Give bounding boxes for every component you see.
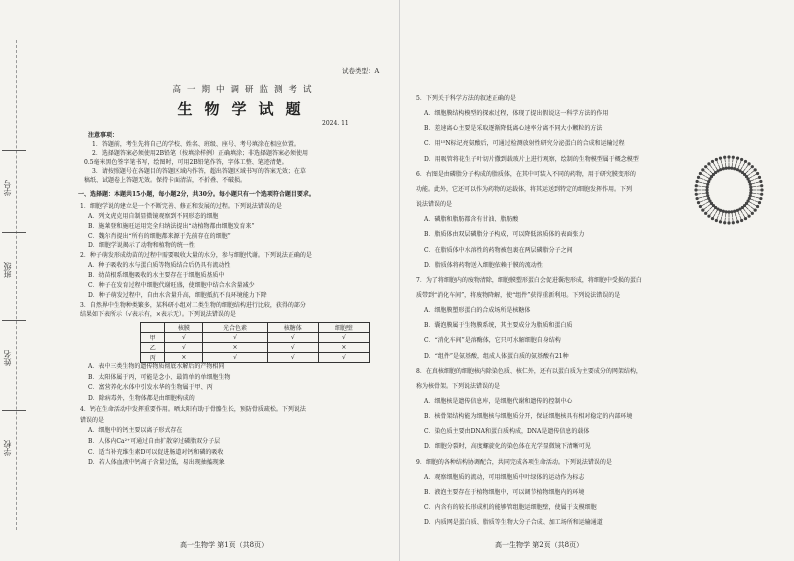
question-line: 9．细胞的各种结构协调配合，共同完成各项生命活动。下列说法错误的是: [416, 458, 612, 466]
phospholipid-head: [707, 197, 710, 200]
phospholipid-head: [695, 193, 698, 196]
question-line: B．差速离心主要是采取逐渐降低离心速率分离不同大小颗粒的方法: [424, 125, 603, 133]
phospholipid-head: [722, 167, 725, 170]
table-cell: ×: [165, 353, 203, 363]
question-line: 8．在真核细胞的细胞核内除染色质、核仁外，还有以蛋白质为主要成分的网架结构，: [416, 367, 642, 375]
margin-label-school: 学校: [3, 440, 12, 456]
phospholipid-head: [704, 212, 707, 215]
page-right: [400, 0, 794, 561]
phospholipid-head: [719, 157, 722, 160]
page-footer-right: 高一生物学 第2页（共8页）: [495, 541, 584, 549]
question-line: C．内含有的较长形成机的能够管组胞运细胞壁，使属于支模细胞: [424, 504, 597, 512]
question-line: D．内质网是蛋白质、脂质等生物大分子合成、加工场所和运输通道: [424, 519, 603, 527]
question-line: D．种子萌发过程中，自由水含量升高，细胞抵抗不良环境能力下降: [88, 291, 267, 299]
phospholipid-head: [695, 184, 698, 187]
phospholipid-head: [758, 201, 761, 204]
question-line: B．施莱登和施旺运用完全归纳法提出“动植物都由细胞发育来”: [88, 222, 255, 230]
question-line: 6．右图是由磷脂分子构成的脂质体，在其中可装入不同的药物，用于研究膜变形的: [416, 170, 636, 178]
binding-margin: [0, 0, 28, 561]
phospholipid-head: [754, 168, 757, 171]
table-cell: [141, 323, 165, 333]
question-line: B．液泡主要存在于植物细胞中，可以调节植物细胞内的环境: [424, 488, 585, 496]
phospholipid-head: [697, 201, 700, 204]
question-line: A．列文虎克用自制显微镜观察到不同形态的细胞: [88, 212, 219, 220]
question-line: C．适当补充维生素D可以促进肠道对钙和磷的吸收: [88, 448, 224, 456]
phospholipid-head: [751, 212, 754, 215]
phospholipid-head: [719, 168, 722, 171]
exam-type-label: 试卷类型：A: [342, 67, 380, 75]
phospholipid-head: [751, 165, 754, 168]
phospholipid-head: [725, 210, 728, 213]
phospholipid-head: [749, 183, 752, 186]
phospholipid-head: [706, 183, 709, 186]
question-line: B．囊泡膜属于生物膜系统，其主要成分为脂质和蛋白质: [424, 322, 573, 330]
exam-title: 高一期中调研监测考试: [172, 85, 318, 95]
phospholipid-head: [754, 208, 757, 211]
table-cell: ×: [203, 343, 267, 353]
question-line: C．“消化车间”是溶酶体，它只可水解细胞自身结构: [424, 337, 561, 345]
question-line: A．细胞核是遗传信息库，是细胞代谢和遗传的控制中心: [424, 398, 573, 405]
phospholipid-head: [706, 194, 709, 197]
phospholipid-head: [736, 157, 739, 160]
phospholipid-head: [749, 186, 752, 189]
phospholipid-head: [758, 176, 761, 179]
question-line: 4．钙在生命活动中发挥重要作用。晒太阳有助于骨骼生长，预防骨质疏松。下列说法: [80, 405, 306, 413]
phospholipid-head: [747, 215, 750, 218]
phospholipid-head: [759, 180, 762, 183]
question-line: B．脂质体由双层磷脂分子构成，可以降低溶质体的表面张力: [424, 231, 585, 239]
phospholipid-head: [711, 217, 714, 220]
question-line: 错误的是: [80, 416, 105, 424]
table-row: [141, 333, 370, 343]
phospholipid-head: [694, 188, 697, 191]
margin-fill-line: [2, 150, 26, 151]
table-cell: √: [318, 333, 369, 343]
table-cell: 核糖体: [267, 323, 318, 333]
question-line: 质带到“消化车间”，将废物降解，使“组件”获得重新利用。下列说法错误的是: [416, 291, 621, 299]
question-line: C．种子在发育过程中细胞代谢旺盛，使细胞中结合水含量减少: [88, 281, 255, 289]
section-heading: 一、选择题：本题共15小题，每小题2分，共30分。每小题只有一个选项符合题目要求。: [78, 191, 315, 198]
note-line: 稿纸、试题卷上答题无效。保持卡面清洁，不折叠、不破损。: [84, 177, 247, 184]
phospholipid-head: [707, 162, 710, 165]
question-line: B．核骨架结构能为细胞核与细胞质分开，保证细胞核具有相对稳定的内部环境: [424, 413, 633, 421]
phospholipid-head: [727, 166, 730, 169]
page-footer-left: 高一生物学 第1页（共8页）: [180, 541, 269, 549]
table-cell: 乙: [141, 343, 165, 353]
margin-fill-line: [2, 320, 26, 321]
question-line: 5．下列关于科学方法的叙述正确的是: [416, 95, 516, 102]
question-line: 7．为了将细胞内的废物清除，细胞膜塑形蛋白会促进囊泡形成，将细胞中受损的蛋白: [416, 276, 642, 284]
phospholipid-head: [740, 219, 743, 222]
question-line: D．若人体血液中钙离子含量过低，易出现抽搐现象: [88, 459, 225, 467]
table-cell: 核膜: [165, 323, 203, 333]
phospholipid-head: [725, 167, 728, 170]
question-line: 功能。此外，它还可以作为药物的运载体，将其运送到特定的细胞发挥作用。下列: [416, 185, 633, 193]
phospholipid-head: [711, 160, 714, 163]
margin-fill-line: [2, 232, 26, 233]
note-line: 2．选择题答案必须使用2B铅笔（按填涂样例）正确填涂；非选择题答案必须使用: [92, 150, 309, 157]
phospholipid-head: [756, 205, 759, 208]
table-cell: √: [165, 343, 203, 353]
phospholipid-head: [759, 197, 762, 200]
table-cell: √: [267, 333, 318, 343]
exam-date: 2024. 11: [322, 120, 349, 127]
table-cell: √: [165, 333, 203, 343]
phospholipid-head: [749, 191, 752, 194]
question-line: D．细胞分裂时，高度螺旋化的染色体在光学显微镜下清晰可见: [424, 443, 591, 451]
phospholipid-head: [727, 221, 730, 224]
phospholipid-head: [701, 208, 704, 211]
note-line: 1．答题前，考生先将自己的学校、姓名、班级、座号、考号填涂在相应位置。: [92, 141, 300, 148]
question-line: D．脂质体将药物送入细胞依赖于膜的流动性: [424, 261, 543, 269]
phospholipid-head: [706, 191, 709, 194]
phospholipid-head: [736, 209, 739, 212]
margin-label-student-id: 学号: [3, 180, 12, 196]
question-line: A．细胞膜塑形蛋白的合成场所是核糖体: [424, 307, 531, 315]
table-row: [141, 343, 370, 353]
margin-fill-line: [2, 410, 26, 411]
phospholipid-head: [699, 172, 702, 175]
phospholipid-head: [732, 221, 735, 224]
phospholipid-head: [760, 184, 763, 187]
phospholipid-head: [707, 215, 710, 218]
question-line: C．用¹⁵N标记亮氨酸后，可通过检测放射性研究分泌蛋白的合成和运输过程: [424, 140, 625, 148]
question-line: C．在脂质体中水溶性的药物被包裹在两层磷脂分子之间: [424, 246, 573, 254]
phospholipid-head: [715, 219, 718, 222]
phospholipid-head: [697, 176, 700, 179]
phospholipid-head: [723, 156, 726, 159]
phospholipid-head: [740, 158, 743, 161]
phospholipid-head: [749, 194, 752, 197]
phospholipid-head: [715, 158, 718, 161]
question-line: 称为核骨架。下列说法错误的是: [416, 382, 501, 390]
phospholipid-head: [733, 167, 736, 170]
phospholipid-head: [730, 210, 733, 213]
question-line: C．染色质主要由DNA和蛋白质构成，DNA是遗传信息的载体: [424, 428, 590, 436]
question-line: D．除病毒外，生物体都是由细胞构成的: [88, 395, 195, 403]
phospholipid-head: [701, 168, 704, 171]
phospholipid-head: [723, 221, 726, 224]
phospholipid-head: [747, 162, 750, 165]
phospholipid-head: [760, 193, 763, 196]
subject-title: 生物学试题: [177, 100, 313, 118]
question-line: C．富营养化水体中引发水华的生物属于甲、丙: [88, 384, 213, 392]
question-line: 3．自然界中生物种类繁多，某科研小组对二类生物的细胞结构进行比较，获得的部分: [80, 301, 306, 309]
note-line: 0.5毫米黑色签字笔书写，绘图时，可用2B铅笔作答，字体工整、笔迹清楚。: [84, 159, 288, 166]
question-line: D．用吸管将花生子叶切片撒到载玻片上进行观察，绘制的生物模型属于概念模型: [424, 155, 639, 163]
phospholipid-head: [744, 217, 747, 220]
phospholipid-head: [748, 180, 751, 183]
notes-title: 注意事项：: [88, 132, 119, 139]
question-line: 说法错误的是: [416, 201, 453, 209]
question-line: A．表中三类生物的遗传物质彻底水解后的产物相同: [88, 363, 225, 370]
phospholipid-head: [732, 156, 735, 159]
phospholipid-head: [706, 186, 709, 189]
liposome-diagram: [691, 152, 767, 228]
phospholipid-head: [704, 165, 707, 168]
question-line: A．观察细胞质的流动，可用细胞质中叶绿体的运动作为标志: [424, 473, 585, 481]
question-line: D．细胞学说揭示了动物和植物的统一性: [88, 242, 195, 250]
seal-line: [16, 40, 17, 530]
phospholipid-head: [736, 220, 739, 223]
table-cell: 细胞壁: [318, 323, 369, 333]
phospholipid-head: [756, 172, 759, 175]
phospholipid-head: [722, 210, 725, 213]
question-line: B．幼苗根系细胞吸收的水主要存在于细胞质基质中: [88, 271, 225, 279]
table-row: [141, 353, 370, 363]
phospholipid-head: [719, 220, 722, 223]
table-cell: 丙: [141, 353, 165, 363]
question-line: 结果如下表所示（√表示有，×表示无）。下列说法错误的是: [80, 311, 236, 319]
question-line: 1．细胞学说的建立是一个不断完善、修正和发展的过程。下列说法错误的是: [80, 203, 282, 210]
margin-label-class: 班级: [3, 262, 12, 278]
phospholipid-head: [744, 160, 747, 163]
phospholipid-head: [760, 188, 763, 191]
phospholipid-head: [749, 188, 752, 191]
question-line: A．磷脂和脂肪都含有甘油、脂肪酸: [424, 216, 519, 224]
table-cell: √: [203, 333, 267, 343]
question-line: A．细胞中的钙主要以离子形式存在: [88, 427, 183, 435]
phospholipid-head: [727, 210, 730, 213]
table-cell: ×: [318, 343, 369, 353]
table-cell: √: [267, 343, 318, 353]
phospholipid-head: [696, 197, 699, 200]
phospholipid-head: [730, 167, 733, 170]
margin-label-name: 姓名: [3, 350, 12, 366]
question-line: B．太阳体属于丙，可能是念小、最简单的单细胞生物: [88, 373, 231, 381]
table-cell: √: [267, 353, 318, 363]
question-line: A．细胞膜结构模型的探索过程，体现了提出假说这一科学方法的作用: [424, 110, 609, 118]
phospholipid-head: [699, 205, 702, 208]
phospholipid-head: [705, 188, 708, 191]
cell-structure-table: [140, 322, 370, 363]
question-line: C．魏尔肖提出“所有的细胞都来源于先前存在的细胞”: [88, 232, 231, 240]
table-cell: 光合色素: [203, 323, 267, 333]
question-line: B．人体内Ca²⁺可通过自由扩散穿过磷脂双分子层: [88, 437, 221, 445]
table-cell: 甲: [141, 333, 165, 343]
liposome-figure: [691, 152, 767, 228]
phospholipid-head: [733, 210, 736, 213]
table-cell: √: [203, 353, 267, 363]
note-line: 3．请按照题号在各题目的答题区域内作答，超出答题区域书写的答案无效；在草: [92, 168, 306, 175]
phospholipid-head: [696, 180, 699, 183]
question-line: A．种子吸收的水与蛋白质等物质结合后仍具有流动性: [88, 262, 231, 270]
question-line: 2．种子萌发形成幼苗的过程中需要吸收大量的水分，参与细胞代谢。下列说法正确的是: [80, 252, 312, 260]
question-line: D．“组件”是氨基酸，组成人体蛋白质的氨基酸有21种: [424, 352, 569, 360]
table-header-row: [141, 323, 370, 333]
table-cell: √: [318, 353, 369, 363]
phospholipid-head: [727, 155, 730, 158]
